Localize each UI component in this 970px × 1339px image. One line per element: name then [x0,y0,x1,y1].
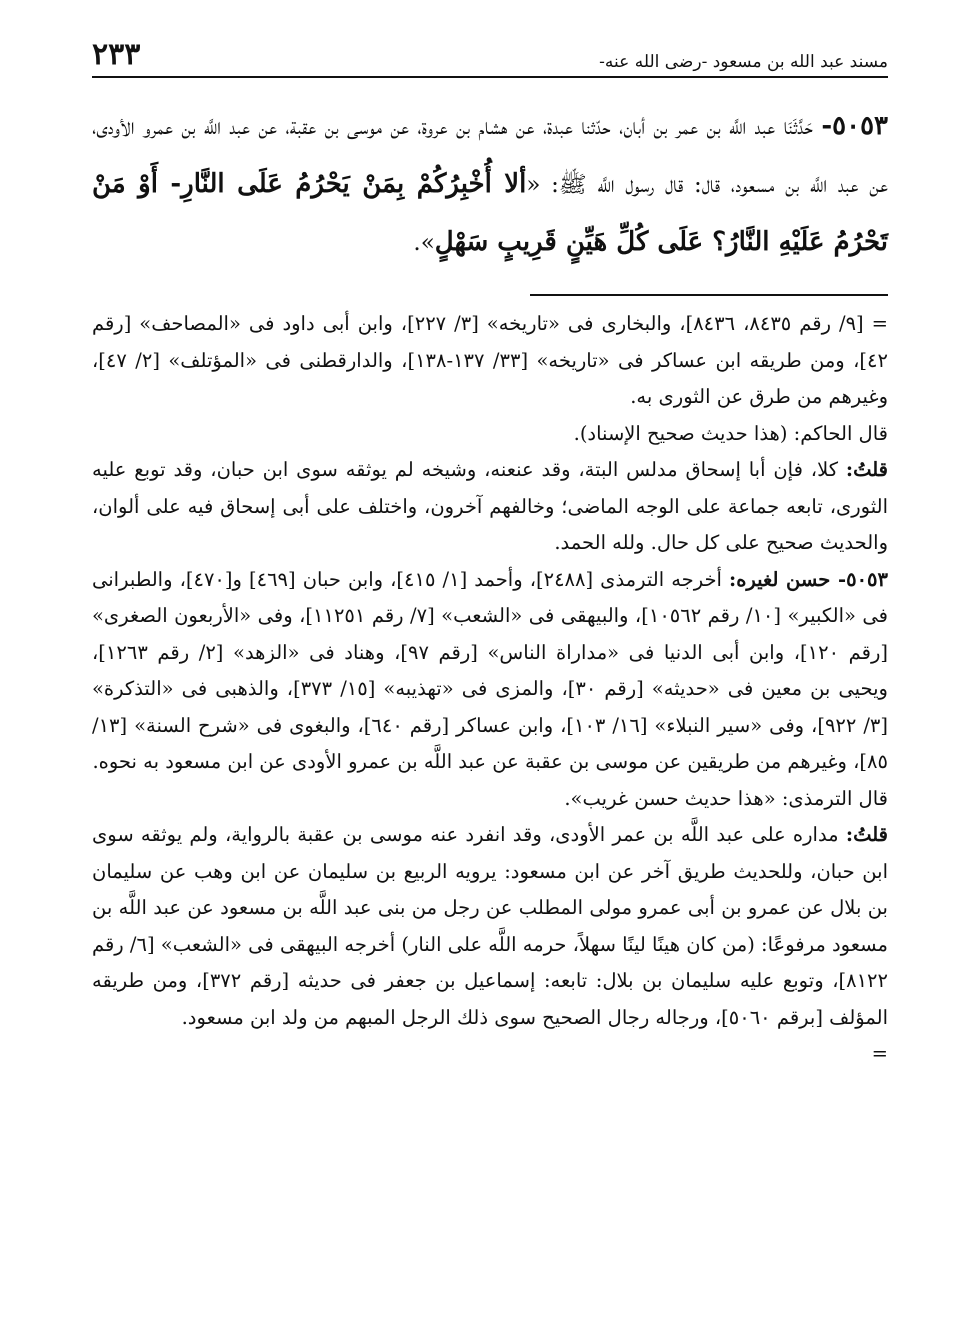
footnote-comment-2 [92,817,888,1036]
footnote-comment-1 [92,452,888,562]
hadith-text [92,98,888,272]
hadith-isnad: حَدَّثَنَا عبد اللَّه بن عمر بن أبان، حدّثنا عبدة، عن هشام بن عروة، عن موسى بن عقبة، عن عبد اللَّه بن عمرو الأودى، عن عبد اللَّه بن مسعود، قال: قال رسول اللَّه ﷺ: « [92,114,889,198]
grading-label: ٥٠٥٣- حسن لغيره: [729,567,888,591]
comment-text: كلا، فإن أبا إسحاق مدلس البتة، وقد عنعنه، وشيخه لم يوثقه سوى ابن حبان، وقد توبع عليه الثورى، تابعه جماعة على الوجه الماضى؛ وخالفهم آخرون، واختلف على أبى إسحاق فيه على ألوان، والحديث صحيح على كل حال. ولله الحمد. [92,458,888,554]
hadith-matn: ألا أُخْبِرُكُمْ بِمَنْ يَحْرُمُ عَلَى النَّارِ- أَوْ مَنْ تَحْرُمُ عَلَيْهِ النَّارُ؟ عَلَى كُلِّ هَيِّنٍ قَرِيبٍ سَهْلٍ [92,169,888,257]
page-number: ٢٣٣ [92,37,141,72]
footnotes [92,306,888,1036]
page-header [92,28,888,78]
comment-text: مداره على عبد اللَّه بن عمر الأودى، وقد انفرد عنه موسى بن عقبة بالرواية، ولم يوثقه سوى ابن حبان، وللحديث طريق آخر عن ابن مسعود: يرويه الربيع بن سليمان عن ابن وهب عن سليمان بن بلال عن عمرو بن أبى عمرو مولى المطلب عن رجل من بنى عبد اللَّه بن مسعود عن عبد اللَّه بن مسعود مرفوعًا: (من كان هينًا لينًا سهلاً، حرمه اللَّه على النار) أخرجه البيهقى فى «الشعب» [٦/ رقم ٨١٢٢]، وتوبع عليه سليمان بن بلال: تابعه: إسماعيل بن جعفر فى حديثه [رقم ٣٧٢]، ومن طريقه المؤلف [برقم ٥٠٦٠]، ورجاله رجال الصحيح سوى ذلك الرجل المبهم من ولد ابن مسعود. [92,823,889,1029]
hadith-number: ٥٠٥٣- [821,111,888,141]
comment-label: قلتُ: [845,823,888,846]
comment-label: قلتُ: [845,458,888,481]
hadith-end: ». [413,230,435,256]
footnote-continuation: = [٩/ رقم ٨٤٣٥، ٨٤٣٦]، والبخارى فى «تاريخه» [٣/ ٢٢٧]، وابن أبى داود فى «المصاحف» [رقم ٤٢]، ومن طريقه ابن عساكر فى «تاريخه» [٣٣/ ١٣٧-١٣٨]، والدارقطنى فى «المؤتلف» [٢/ ٤٧]، وغيرهم من طرق عن الثورى به. [92,312,888,408]
footnote-tirmidhi: قال الترمذى: «هذا حديث حسن غريب». [564,786,888,810]
footnote-hakim: قال الحاكم: (هذا حديث صحيح الإسناد). [573,421,888,445]
running-head: مسند عبد الله بن مسعود -رضى الله عنه- [599,52,888,72]
continued-mark: = [871,1042,888,1065]
footnote-divider [530,294,888,296]
takhrij-text: أخرجه الترمذى [٢٤٨٨]، وأحمد [١/ ٤١٥]، وابن حبان [٤٦٩] و[٤٧٠]، والطبرانى فى «الكبير» [١٠/ رقم ١٠٥٦٢]، والبيهقى فى «الشعب» [٧/ رقم ١١٢٥١]، وفى «الأربعون الصغرى» [رقم ١٢٠]، وابن أبى الدنيا فى «مداراة الناس» [رقم ٩٧]، وهناد فى «الزهد» [٢/ رقم ١٢٦٣]، ويحيى بن معين فى «حديثه» [رقم ٣٠]، والمزى فى «تهذيبه» [١٥/ ٣٧٣]، والذهبى فى «التذكرة» [٣/ ٩٢٢]، وفى «سير النبلاء» [١٦/ ١٠٣]، وابن عساكر [رقم ٦٤٠]، والبغوى فى «شرح السنة» [١٣/ ٨٥]، وغيرهم من طريقين عن موسى بن عقبة عن عبد اللَّه بن عمرو الأودى عن ابن مسعود به نحوه. [92,567,889,773]
footnote-5053 [92,562,888,781]
